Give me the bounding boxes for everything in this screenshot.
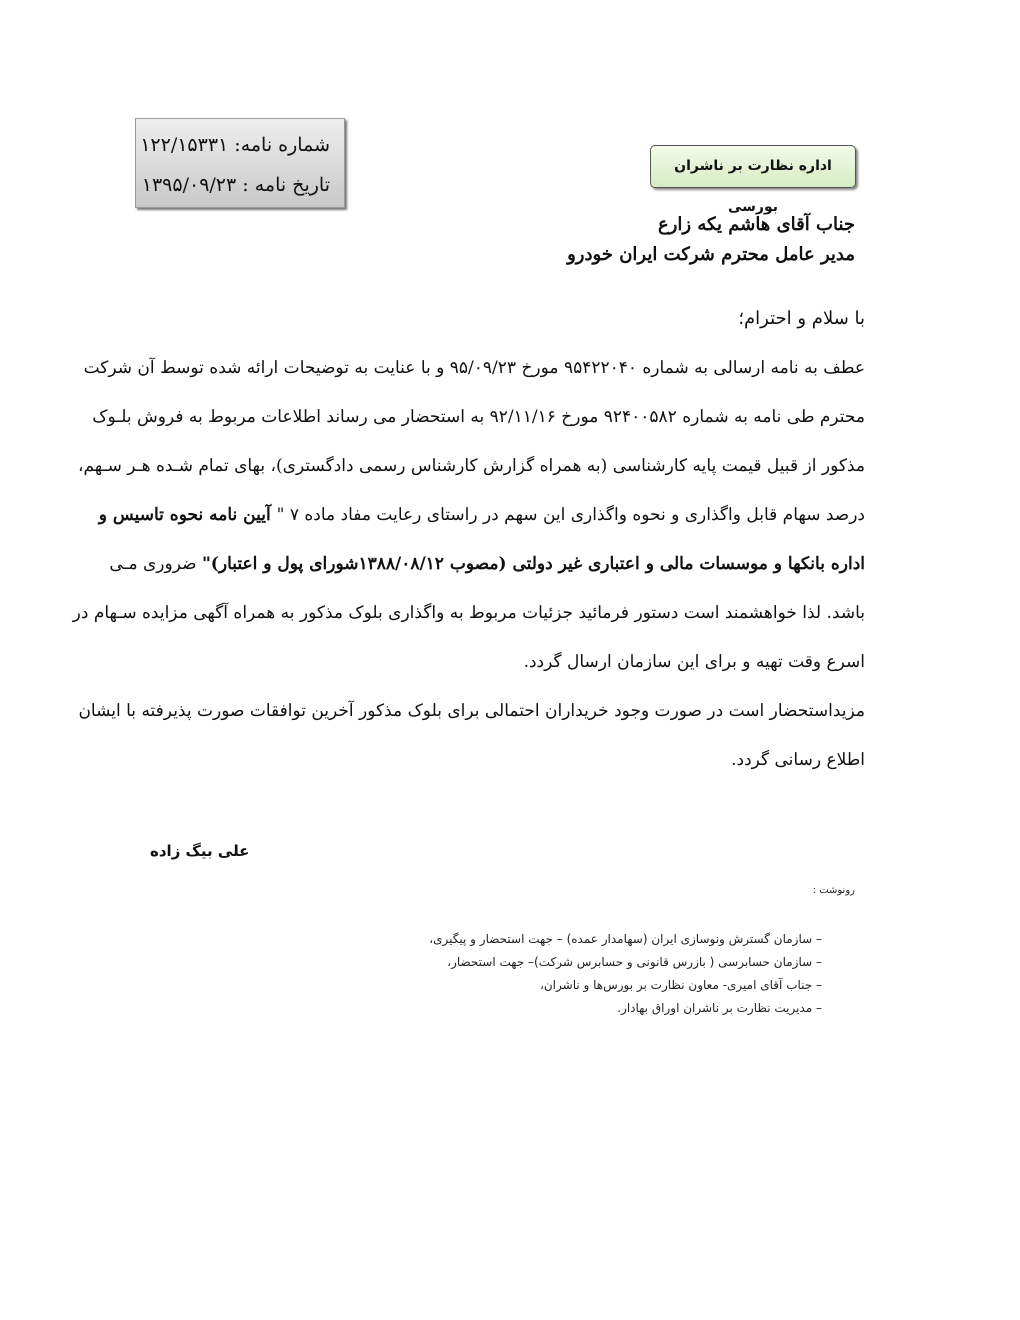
body-text-bold: آیین نامه نحوه تاسیس و (98, 505, 277, 525)
letter-info-box (135, 118, 345, 208)
department-badge: اداره نظارت بر ناشران بورسی (650, 145, 856, 188)
body-line: مزیداستحضار است در صورت وجود خریداران احتمالی برای بلوک مذکور آخرین توافقات صورت پذیرفته با ایشان (78, 701, 865, 721)
cc-item: – سازمان گسترش ونوسازی ایران (سهامدار عمده) – جهت استحضار و پیگیری، (429, 932, 822, 946)
body-line (98, 491, 865, 540)
body-line (109, 540, 865, 589)
recipient-name: جناب آقای هاشم یکه زارع (658, 214, 855, 235)
cc-item: – سازمان حسابرسی ( بازرس قانونی و حسابرس شرکت)– جهت استحضار، (447, 955, 822, 969)
letter-body (72, 344, 865, 785)
body-text-bold: اداره بانکها و موسسات مالی و اعتباری غیر دولتی (مصوب ۱۳۸۸/۰۸/۱۲شورای پول و اعتبار)" (201, 554, 865, 574)
letter-number: شماره نامه: ۱۲۲/۱۵۳۳۱ (140, 134, 330, 156)
cc-item: – جناب آقای امیری- معاون نظارت بر بورس‌ها و ناشران، (540, 978, 822, 992)
body-line: عطف به نامه ارسالی به شماره ۹۵۴۲۲۰۴۰ مورخ ۹۵/۰۹/۲۳ و با عنایت به توضیحات ارائه شده توسط آن شرکت (83, 358, 865, 378)
cc-list (429, 928, 822, 1020)
signature-name: علی بیگ زاده (150, 842, 250, 860)
cc-label: رونوشت : (812, 885, 855, 896)
recipient-block (567, 210, 855, 270)
body-line: محترم طی نامه به شماره ۹۲۴۰۰۵۸۲ مورخ ۹۲/۱۱/۱۶ به استحضار می رساند اطلاعات مربوط به فروش بلـوک (92, 407, 865, 427)
body-text-plain: ضروری مـی (109, 554, 202, 574)
cc-item: – مدیریت نظارت بر ناشران اوراق بهادار. (617, 1001, 822, 1015)
body-line: باشد. لذا خواهشمند است دستور فرمائید جزئیات مربوط به واگذاری بلوک مذکور به همراه آگهی مزایده سـهام در (72, 603, 865, 623)
body-line: اطلاع رسانی گردد. (731, 750, 865, 770)
body-line: اسرع وقت تهیه و برای این سازمان ارسال گردد. (523, 652, 865, 672)
recipient-title: مدیر عامل محترم شرکت ایران خودرو (567, 244, 855, 265)
body-line: مذکور از قبیل قیمت پایه کارشناسی (به همراه گزارش کارشناس رسمی دادگستری)، بهای تمام شـده هـر سـهم، (77, 456, 865, 476)
letter-date: تاریخ نامه : ۱۳۹۵/۰۹/۲۳ (141, 174, 330, 196)
greeting: با سلام و احترام؛ (738, 308, 865, 329)
body-text-plain: درصد سهام قابل واگذاری و نحوه واگذاری این سهم در راستای رعایت مفاد ماده ۷ " (276, 505, 865, 525)
